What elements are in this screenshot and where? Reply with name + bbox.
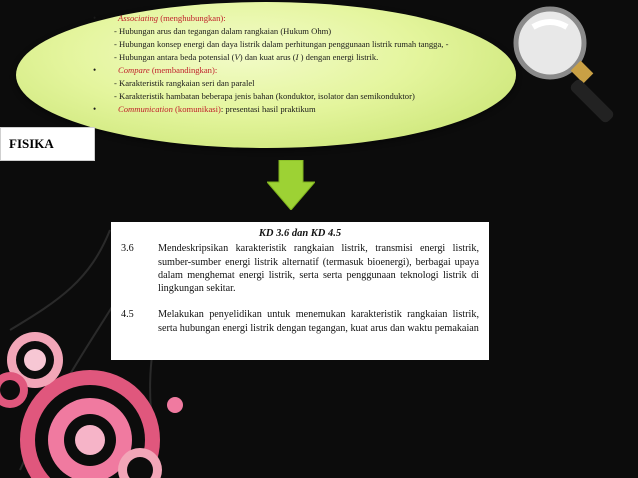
list-item-label: Compare — [118, 65, 150, 75]
competency-box — [111, 222, 489, 360]
down-arrow-icon — [267, 160, 315, 210]
competency-text: Melakukan penyelidikan untuk menemukan karakteristik rangkaian listrik, serta hubungan energi listrik dengan tegangan, kuat arus dan waktu pemakaian — [158, 309, 479, 334]
competency-number: 4.5 — [121, 309, 134, 321]
list-item-symbol: I — [295, 52, 299, 62]
competency-text: Mendeskripsikan karakteristik rangkaian listrik, transmisi energi listrik, sumber-sumber energi listrik alternatif (termasuk bioenergi), berbagai upaya dalam menghemat energi listrik, serta serta penggunaan teknologi listrik di lingkungan sekitar. — [158, 243, 479, 295]
subject-label: FISIKA — [0, 127, 95, 161]
list-item-symbol: V — [234, 52, 240, 62]
magnifier-icon — [505, 5, 638, 125]
bullet-icon: • — [93, 104, 97, 114]
list-item-paren: (komunikasi) — [172, 104, 221, 114]
competency-item — [121, 308, 479, 335]
list-item-text: ) dan kuat arus ( — [239, 52, 296, 62]
list-item-paren: (membandingkan): — [149, 65, 218, 75]
list-item: - Karakteristik rangkaian seri dan paralel — [114, 78, 255, 88]
list-item-paren: (menghubungkan): — [158, 13, 226, 23]
competency-number: 3.6 — [121, 243, 134, 255]
list-item-text: ) dengan energi listrik. — [298, 52, 379, 62]
list-item-text: : presentasi hasil praktikum — [220, 104, 316, 114]
list-item — [88, 12, 508, 25]
list-item — [88, 51, 508, 64]
list-item — [88, 64, 508, 77]
learning-activities-list — [88, 12, 508, 116]
list-item — [88, 103, 508, 116]
list-item: - Hubungan konsep energi dan daya listrik dalam perhitungan penggunaan listrik rumah tangga, - — [114, 39, 449, 49]
bullet-icon: • — [93, 13, 97, 23]
competency-item — [121, 242, 479, 295]
list-item: - Hubungan arus dan tegangan dalam rangkaian (Hukum Ohm) — [114, 26, 332, 36]
list-item: - Karakteristik hambatan beberapa jenis bahan (konduktor, isolator dan semikonduktor) — [114, 91, 415, 101]
list-item-label: Associating — [118, 13, 159, 23]
competency-title: KD 3.6 dan KD 4.5 — [258, 228, 342, 239]
list-item-text: - Hubungan antara beda potensial ( — [114, 52, 235, 62]
bullet-icon: • — [93, 65, 97, 75]
list-item-label: Communication — [118, 104, 173, 114]
